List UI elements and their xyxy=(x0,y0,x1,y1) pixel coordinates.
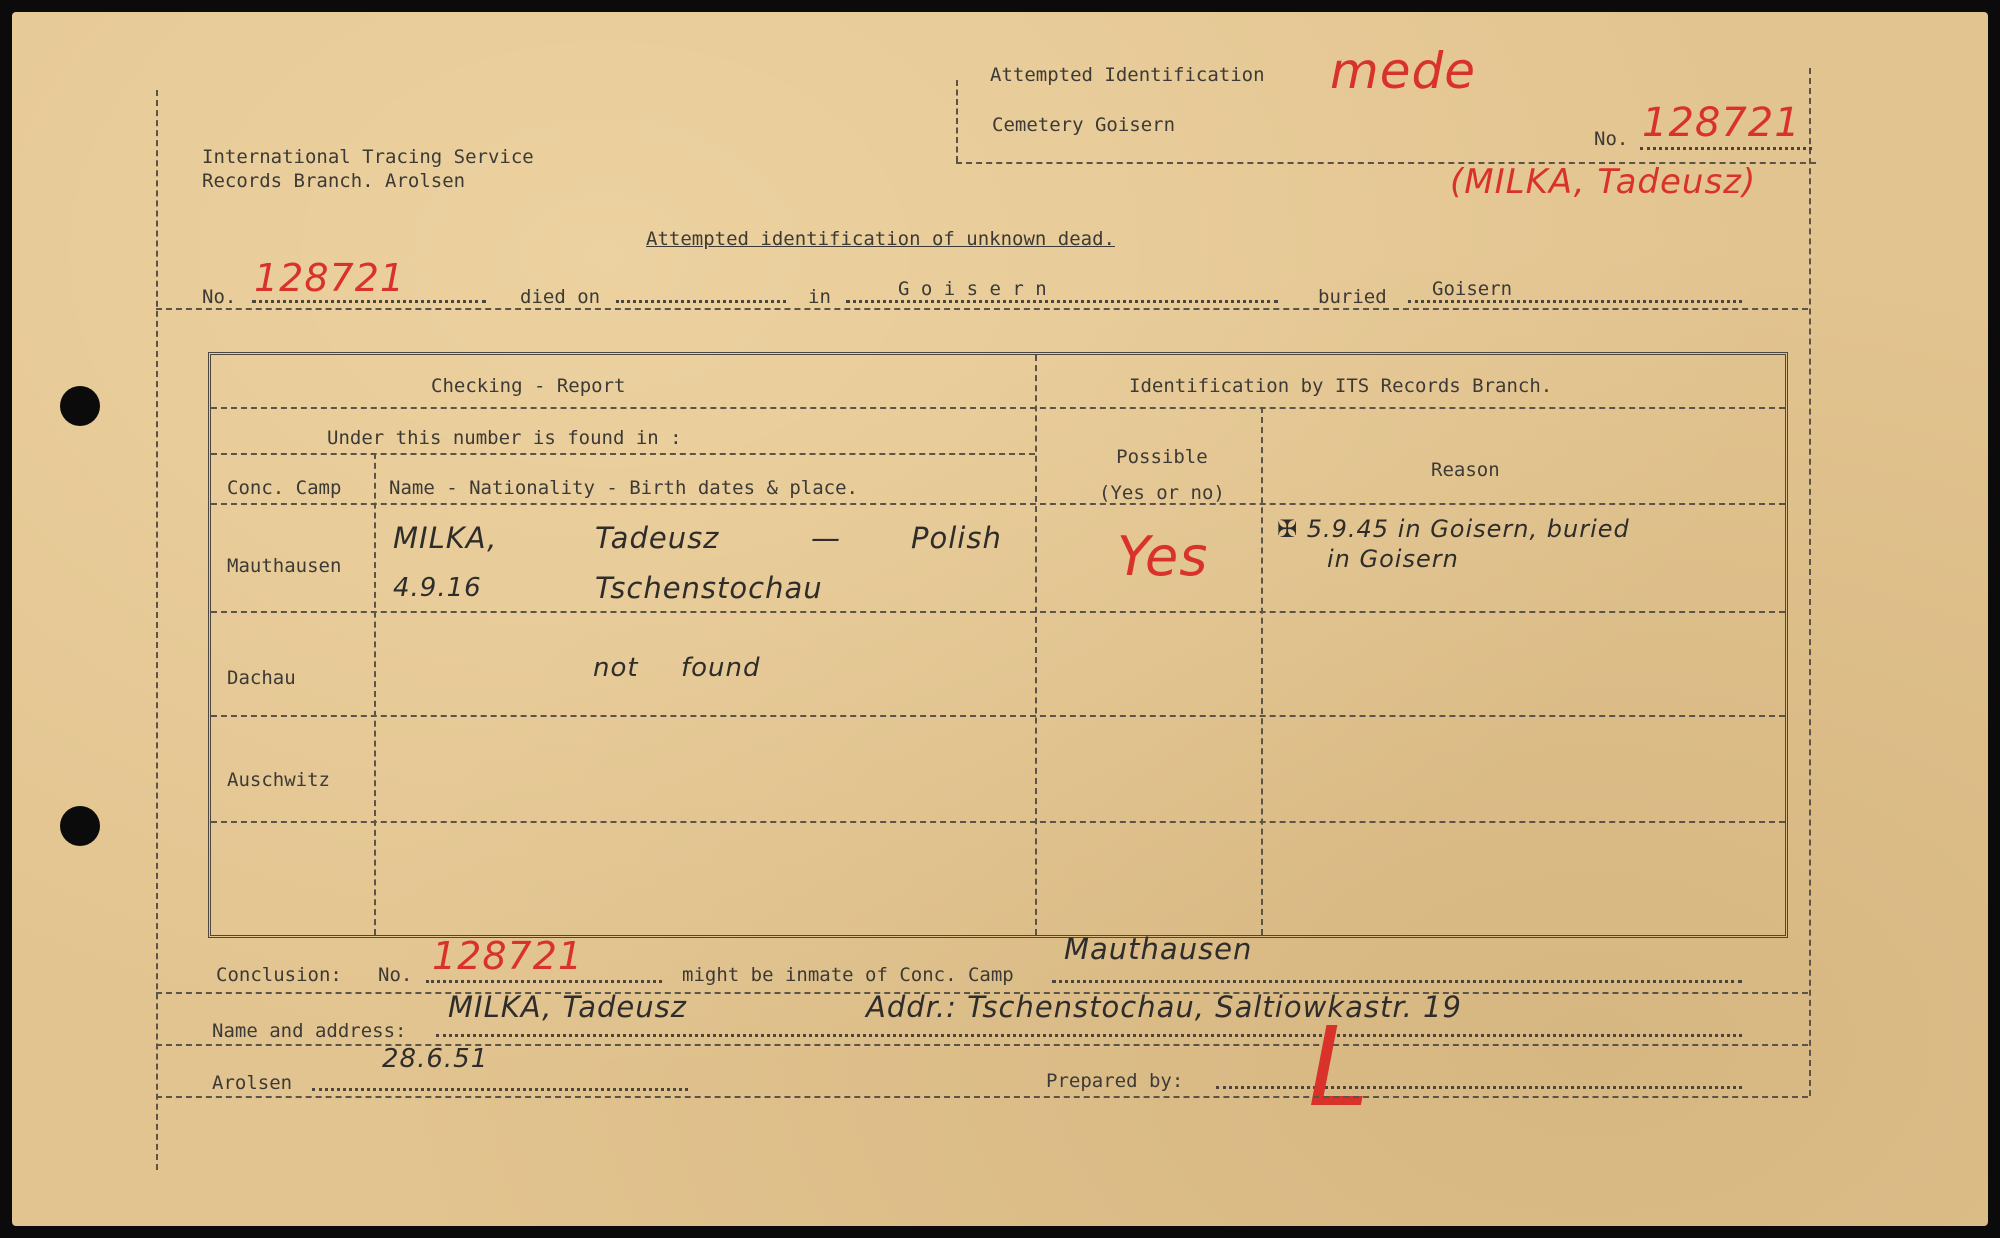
conclusion-no-value: 128721 xyxy=(432,934,584,978)
identification-header: Identification by ITS Records Branch. xyxy=(1129,375,1553,397)
checking-report-header: Checking - Report xyxy=(431,375,626,397)
name-address-name: MILKA, Tadeusz xyxy=(448,990,687,1024)
signature: L xyxy=(1308,1003,1371,1131)
header-number-underline xyxy=(1640,147,1812,150)
name-address-address: Addr.: Tschenstochau, Saltiowkastr. 19 xyxy=(866,990,1462,1024)
in-dots xyxy=(846,300,1278,303)
attempted-identification-value: mede xyxy=(1330,42,1476,100)
checking-table xyxy=(208,352,1788,938)
table-hline-header-bottom xyxy=(211,503,1785,505)
possible-col-header: Possible (Yes or no) xyxy=(1099,446,1225,504)
punch-hole-bottom xyxy=(60,806,100,846)
buried-label: buried xyxy=(1318,286,1387,308)
buried-value: Goisern xyxy=(1432,278,1513,300)
table-divider-reason-col xyxy=(1261,407,1263,935)
found-in-header: Under this number is found in : xyxy=(327,427,682,449)
row1-birth-date: 4.9.16 xyxy=(393,573,482,603)
name-address-label: Name and address: xyxy=(212,1020,407,1042)
prepared-by-label: Prepared by: xyxy=(1046,1070,1184,1092)
died-on-label: died on xyxy=(520,286,601,308)
left-margin-line xyxy=(156,90,158,1170)
record-card xyxy=(12,12,1988,1226)
row1-name-dash: — xyxy=(811,521,841,555)
conclusion-no-label: No. xyxy=(378,964,413,986)
table-hline-row1 xyxy=(211,611,1785,613)
organization-line1: International Tracing Service xyxy=(202,146,534,168)
form-title: Attempted identification of unknown dead. xyxy=(646,228,1115,250)
table-hline-2 xyxy=(211,453,1035,455)
row1-reason-line1: ✠ 5.9.45 in Goisern, buried xyxy=(1277,515,1630,543)
header-number-label: No. xyxy=(1594,128,1629,150)
buried-dots xyxy=(1408,300,1742,303)
row1-name-given: Tadeusz xyxy=(595,521,720,555)
row1-nationality: Polish xyxy=(911,521,1002,555)
footer-date-value: 28.6.51 xyxy=(382,1044,489,1074)
header-name-red: (MILKA, Tadeusz) xyxy=(1450,162,1757,202)
header-box-left-line xyxy=(956,80,958,162)
row2-not: not xyxy=(593,653,639,683)
row2-camp: Dachau xyxy=(227,667,296,689)
table-divider-name-col xyxy=(374,453,376,935)
conclusion-camp-value: Mauthausen xyxy=(1064,932,1253,966)
name-col-header: Name - Nationality - Birth dates & place. xyxy=(389,477,858,499)
row3-camp: Auschwitz xyxy=(227,769,330,791)
right-margin-line xyxy=(1809,68,1811,1096)
in-label: in xyxy=(808,286,831,308)
cemetery-label: Cemetery Goisern xyxy=(992,114,1176,136)
footer-date-dots xyxy=(312,1088,688,1091)
name-address-dots xyxy=(436,1034,1742,1037)
header-number-value: 128721 xyxy=(1642,100,1801,146)
table-hline-row2 xyxy=(211,715,1785,717)
footer-place-label: Arolsen xyxy=(212,1072,293,1094)
camp-col-header: Conc. Camp xyxy=(227,477,342,499)
conclusion-no-dots xyxy=(426,980,662,983)
in-value: G o i s e r n xyxy=(898,278,1047,300)
row2-found: found xyxy=(681,653,761,683)
table-divider-main xyxy=(1035,355,1037,935)
prepared-by-dots xyxy=(1216,1086,1742,1089)
punch-hole-top xyxy=(60,386,100,426)
record-no-value: 128721 xyxy=(254,256,406,300)
record-line-separator xyxy=(156,308,1808,310)
row1-birth-place: Tschenstochau xyxy=(595,571,823,605)
table-hline-1 xyxy=(211,407,1785,409)
footer-separator xyxy=(156,1096,1808,1098)
conclusion-middle: might be inmate of Conc. Camp xyxy=(682,964,1014,986)
row1-possible: Yes xyxy=(1117,525,1209,588)
record-no-dots xyxy=(252,300,486,303)
reason-col-header: Reason xyxy=(1431,459,1500,481)
row1-reason-line2: in Goisern xyxy=(1327,545,1459,573)
organization-line2: Records Branch. Arolsen xyxy=(202,170,466,192)
row1-name-surname: MILKA, xyxy=(393,521,498,555)
record-no-label: No. xyxy=(202,286,237,308)
row1-camp: Mauthausen xyxy=(227,555,342,577)
table-hline-row3 xyxy=(211,821,1785,823)
conclusion-camp-dots xyxy=(1052,980,1742,983)
died-on-dots xyxy=(616,300,786,303)
attempted-identification-label: Attempted Identification xyxy=(990,64,1265,86)
conclusion-label: Conclusion: xyxy=(216,964,342,986)
